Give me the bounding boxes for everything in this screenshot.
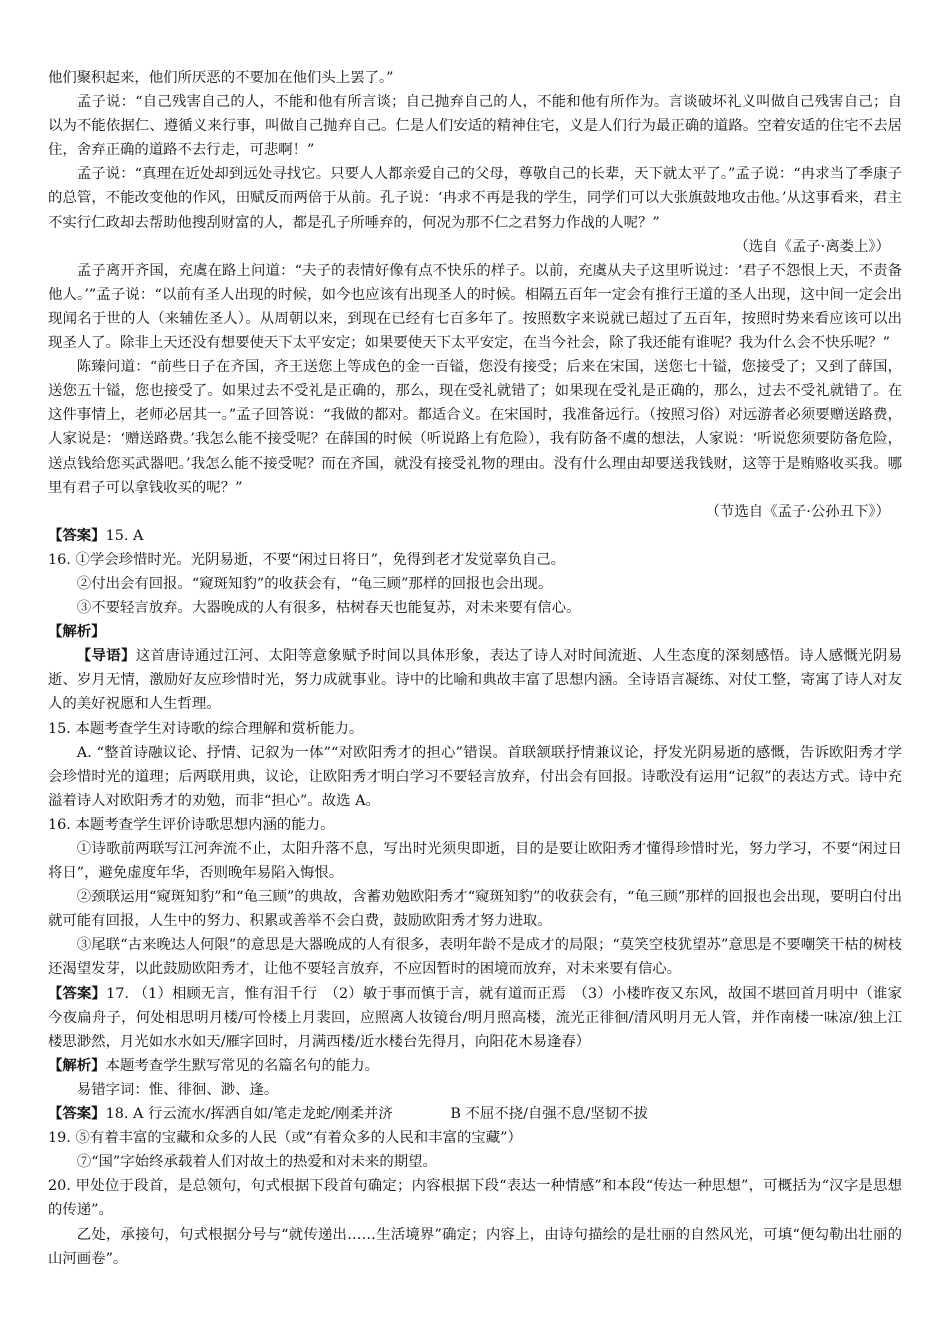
answer-18 — [48, 1102, 902, 1126]
answer-17-text: 17. （1）相顾无言，惟有泪千行 （2）敏于事而慎于言，就有道而正焉 （3）小楼昨夜又东风，故国不堪回首月明中（谁家今夜扁舟子，何处相思明月楼/可怜楼上月裴回，应照离人妆镜台/明月照高楼，流光正徘徊/清风明月无人管，并作南楼一味凉/独上江楼思渺然，月光如水水如天/雁字回时，月满西楼/近水楼台先得月，向阳花木易逢春） — [48, 985, 902, 1050]
intro-tag: 【导语】 — [76, 647, 136, 665]
answer-20-2: 乙处，承接句，句式根据分号与“就传递出……生活境界”确定；内容上，由诗句描绘的是壮丽的自然风光，可填“便勾勒出壮丽的山河画卷”。 — [48, 1226, 902, 1267]
answer-20-1: 20. 甲处位于段首，是总领句，句式根据下段首句确定；内容根据下段“表达一种情感”和本段“传达一种思想”，可概括为“汉字是思想的传递”。 — [48, 1178, 902, 1219]
typo-words: 易错字词：惟、徘徊、渺、逢。 — [76, 1081, 279, 1098]
answer-16-item-2: ②付出会有回报。“窥斑知豹”的收获会有，“龟三顾”那样的回报也会出现。 — [76, 575, 553, 592]
answer-19-7: ⑦“国”字始终承载着人们对故土的热爱和对未来的期望。 — [76, 1154, 437, 1171]
answer-15-text: 15. A — [105, 527, 144, 544]
q15-analysis-body: A. “整首诗融议论、抒情、记叙为一体”“对欧阳秀才的担心”错误。首联颔联抒情兼议论，抒发光阴易逝的感慨，告诉欧阳秀才学会珍惜时光的道理；后两联用典，议论，让欧阳秀才明白学习不要轻言放弃，付出会有回报。诗歌没有运用“记叙”的表达方式。诗中充溢着诗人对欧阳秀才的劝勉，而非“担心”。故选 A。 — [48, 744, 902, 809]
answer-tag: 【答案】 — [48, 1105, 106, 1123]
analysis-17-text: 本题考查学生默写常见的名篇名句的能力。 — [105, 1057, 380, 1074]
q16-analysis-1: ①诗歌前两联写江河奔流不止，太阳升落不息，写出时光须臾即逝，目的是要让欧阳秀才懂得珍惜时光，努力学习，不要“闲过日将日”，避免虚度年华，否则晚年易陷入悔恨。 — [48, 841, 902, 882]
translation-paragraph-4: 陈臻问道：“前些日子在齐国，齐王送您上等成色的金一百镒，您没有接受；后来在宋国，送您七十镒，您接受了；又到了薛国，送您五十镒，您也接受了。如果过去不受礼是正确的，那么，现在受礼就错了；如果现在受礼是正确的，那么，过去不受礼就错了。在这件事情上，老师必居其一。”孟子回答说：“我做的都对。都适合义。在宋国时，我准备远行。（按照习俗）对远游者必须要赠送路费，人家说是：‘赠送路费。’我怎么能不接受呢？在薛国的时候（听说路上有危险），我有防备不虞的想法，人家说：‘听说您须要防备危险，送点钱给您买武器吧。’我怎么能不接受呢？而在齐国，就没有接受礼物的理由。没有什么理由却要送我钱财，这等于是贿赂收买我。哪里有君子可以拿钱收买的呢？” — [48, 359, 902, 496]
analysis-tag: 【解析】 — [48, 1056, 106, 1074]
translation-paragraph-2: 孟子说：“真理在近处却到远处寻找它。只要人人都亲爱自己的父母，尊敬自己的长辈，天下就太平了。”孟子说：“冉求当了季康子的总管，不能改变他的作风，田赋反而两倍于从前。孔子说：‘冉求不再是我的学生，同学们可以大张旗鼓地攻击他。’从这事看来，君主不实行仁政却去帮助他搜刮财富的人，都是孔子所唾弃的，何况为那不仁之君努力作战的人呢？” — [48, 166, 902, 231]
translation-paragraph-3: 孟子离开齐国，充虞在路上问道：“夫子的表情好像有点不快乐的样子。以前，充虞从夫子这里听说过：‘君子不怨恨上天，不责备他人。’”孟子说：“以前有圣人出现的时候，如今也应该有出现圣人的时候。相隔五百年一定会有推行王道的圣人出现，这中间一定会出现闻名于世的人（来辅佐圣人）。从周朝以来，到现在已经有七百多年了。按照数字来说就已超过了五百年，按照时势来看应该可以出现圣人了。除非上天还没有想要使天下太平安定；如果要使天下太平安定，在当今社会，除了我还能有谁呢？我为什么会不快乐呢？” — [48, 262, 902, 352]
q16-analysis-head: 16. 本题考查学生评价诗歌思想内涵的能力。 — [48, 816, 335, 833]
answer-17 — [48, 982, 902, 1054]
answer-tag: 【答案】 — [48, 984, 107, 1002]
answer-18-text: 18. A 行云流水/挥洒自如/笔走龙蛇/刚柔并济 B 不屈不挠/自强不息/坚韧不拔 — [105, 1106, 648, 1123]
source-citation-1: （选自《孟子·离娄上》） — [734, 238, 890, 255]
intro-paragraph — [48, 644, 902, 716]
translation-paragraph-1: 孟子说：“自己残害自己的人，不能和他有所言谈；自己抛弃自己的人，不能和他有所作为。言谈破坏礼义叫做自己残害自己；自以为不能依据仁、遵循义来行事，叫做自己抛弃自己。仁是人们安适的精神住宅，义是人们行为最正确的道路。空着安适的住宅不去居住，舍弃正确的道路不去行走，可悲啊！” — [48, 94, 902, 159]
answer-16-head: 16. ①学会珍惜时光。光阴易逝，不要“闲过日将日”，免得到老才发觉辜负自己。 — [48, 551, 566, 568]
answer-16-item-3: ③不要轻言放弃。大器晚成的人有很多，枯树春天也能复苏，对未来要有信心。 — [76, 600, 581, 617]
answer-tag: 【答案】 — [48, 526, 106, 544]
q15-analysis-head: 15. 本题考查学生对诗歌的综合理解和赏析能力。 — [48, 720, 364, 737]
translation-paragraph-0: 他们聚积起来，他们所厌恶的不要加在他们头上罢了。” — [48, 70, 394, 86]
q16-analysis-2: ②颈联运用“窥斑知豹”和“龟三顾”的典故，含蓄劝勉欧阳秀才“窥斑知豹”的收获会有，“龟三顾”那样的回报也会出现，要明白付出就可能有回报，人生中的努力、积累或善举不会白费，鼓励欧阳秀才努力进取。 — [48, 889, 902, 930]
analysis-17 — [48, 1054, 902, 1078]
q16-analysis-3: ③尾联“古来晚达人何限”的意思是大器晚成的人有很多，表明年龄不是成才的局限；“莫笑空枝犹望苏”意思是不要嘲笑干枯的树枝还渴望发芽，以此鼓励欧阳秀才，让他不要轻言放弃，不应因暂时的困境而放弃，对未来要有信心。 — [48, 937, 902, 978]
source-citation-2: （节选自《孟子·公孙丑下》） — [705, 503, 890, 520]
answer-15 — [48, 524, 902, 548]
intro-text: 这首唐诗通过江河、太阳等意象赋予时间以具体形象，表达了诗人对时间流逝、人生态度的深刻感悟。诗人感慨光阴易逝、岁月无情，激励好友应珍惜时光，努力成就事业。诗中的比喻和典故丰富了思想内涵。全诗语言凝练、对仗工整，寄寓了诗人对友人的美好祝愿和人生哲理。 — [48, 648, 902, 713]
analysis-tag: 【解析】 — [48, 623, 106, 641]
answer-19-5: 19. ⑤有着丰富的宝藏和众多的人民（或“有着众多的人民和丰富的宝藏”） — [48, 1130, 522, 1147]
